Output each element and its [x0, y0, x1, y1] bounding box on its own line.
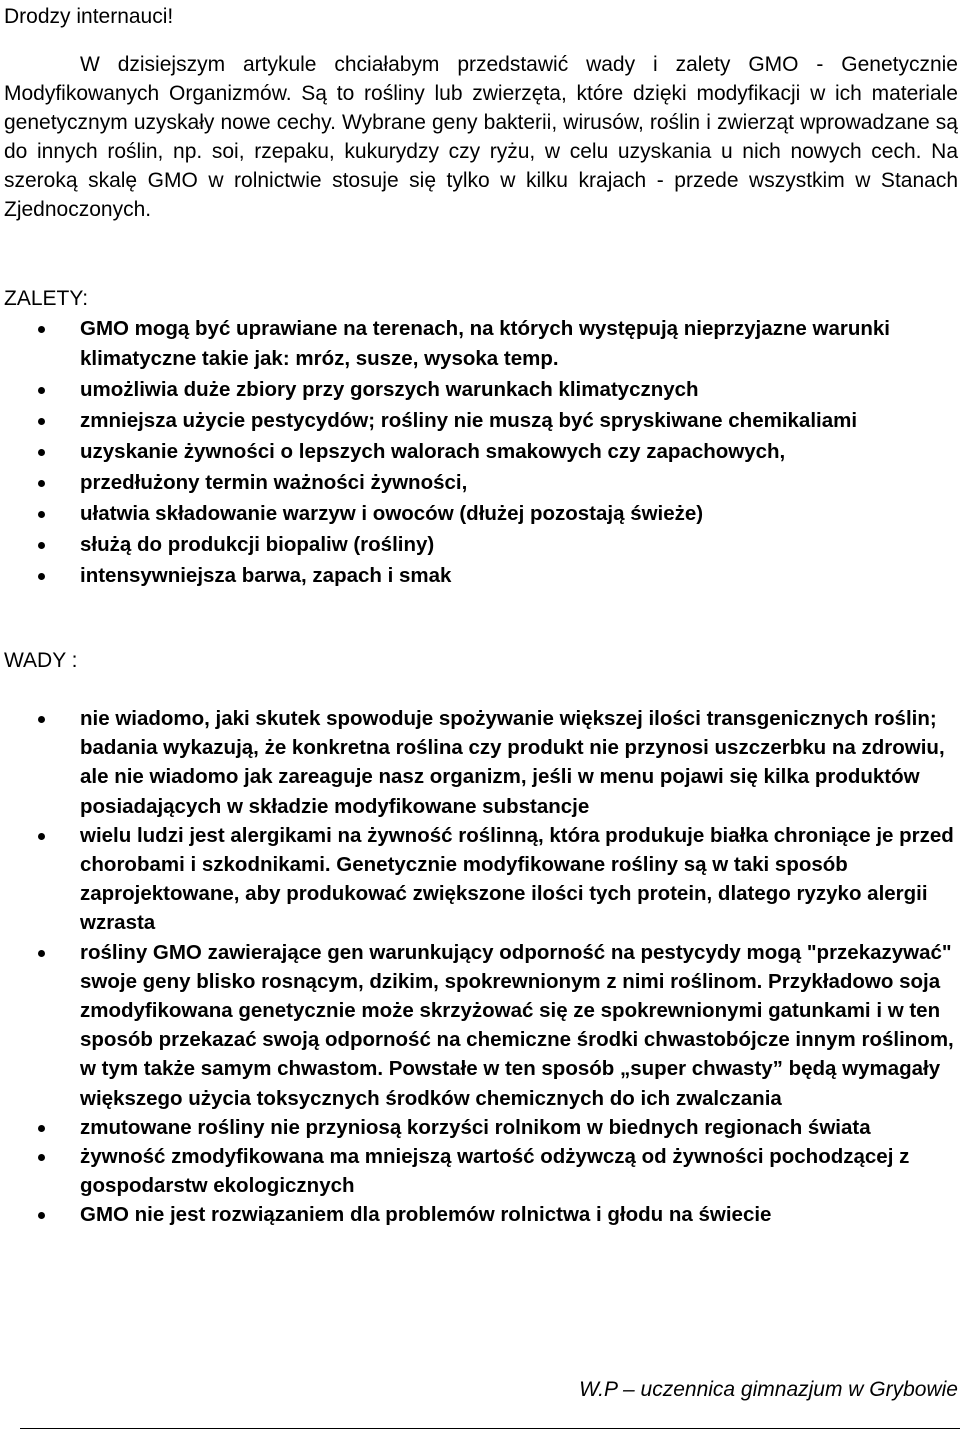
list-item: zmniejsza użycie pestycydów; rośliny nie muszą być spryskiwane chemikaliami: [0, 406, 958, 436]
list-item: służą do produkcji biopaliw (rośliny): [0, 530, 958, 560]
list-item: GMO mogą być uprawiane na terenach, na których występują nieprzyjazne warunki klimatyczne takie jak: mróz, susze, wysoka temp.: [0, 314, 958, 374]
bullet-icon: [38, 716, 45, 723]
pros-list: [0, 314, 958, 592]
cons-list: [0, 704, 958, 1230]
list-item: intensywniejsza barwa, zapach i smak: [0, 561, 958, 591]
list-item: zmutowane rośliny nie przyniosą korzyści rolnikom w biednych regionach świata: [0, 1113, 958, 1142]
list-item: umożliwia duże zbiory przy gorszych warunkach klimatycznych: [0, 375, 958, 405]
bullet-icon: [38, 1125, 45, 1132]
bullet-icon: [38, 573, 45, 580]
cons-heading: WADY :: [4, 649, 78, 672]
list-item: wielu ludzi jest alergikami na żywność roślinną, która produkuje białka chroniące je przed chorobami i szkodnikami. Genetycznie modyfikowane rośliny są w taki sposób zaprojektowane, aby produkować zwiększone ilości tych protein, dlatego ryzyko alergii wzrasta: [0, 821, 958, 938]
bullet-icon: [38, 1212, 45, 1219]
list-item: uzyskanie żywności o lepszych walorach smakowych czy zapachowych,: [0, 437, 958, 467]
bullet-icon: [38, 1154, 45, 1161]
bullet-icon: [38, 418, 45, 425]
list-item: przedłużony termin ważności żywności,: [0, 468, 958, 498]
bullet-icon: [38, 542, 45, 549]
list-item: GMO nie jest rozwiązaniem dla problemów rolnictwa i głodu na świecie: [0, 1200, 958, 1229]
bullet-icon: [38, 833, 45, 840]
list-item: nie wiadomo, jaki skutek spowoduje spożywanie większej ilości transgenicznych roślin; badania wykazują, że konkretna roślina czy produkt nie przynosi uszczerbku na zdrowiu, ale nie wiadomo jak zareaguje nasz organizm, jeśli w menu pojawi się kilka produktów posiadających w składzie modyfikowane substancje: [0, 704, 958, 821]
pros-heading: ZALETY:: [4, 287, 89, 310]
bullet-icon: [38, 480, 45, 487]
greeting: Drodzy internauci!: [4, 5, 174, 28]
bullet-icon: [38, 449, 45, 456]
list-item: rośliny GMO zawierające gen warunkujący odporność na pestycydy mogą "przekazywać" swoje geny blisko rosnącym, dzikim, spokrewnionym z nimi roślinom. Przykładowo soja zmodyfikowana genetycznie może skrzyżować się ze spokrewnionymi gatunkami i w ten sposób przekazać swoją odporność na chemiczne środki chwastobójcze innym roślinom, w tym także samym chwastom. Powstałe w ten sposób „super chwasty” będą wymagały większego użycia toksycznych środków chemicznych do ich zwalczania: [0, 938, 958, 1113]
list-item: żywność zmodyfikowana ma mniejszą wartość odżywczą od żywności pochodzącej z gospodarstw ekologicznych: [0, 1142, 958, 1200]
bullet-icon: [38, 387, 45, 394]
author-signature: W.P – uczennica gimnazjum w Grybowie: [579, 1378, 958, 1401]
bullet-icon: [38, 950, 45, 957]
intro-paragraph: W dzisiejszym artykule chciałabym przedstawić wady i zalety GMO - Genetycznie Modyfikowanych Organizmów. Są to rośliny lub zwierzęta, które dzięki modyfikacji w ich materiale genetycznym uzyskały nowe cechy. Wybrane geny bakterii, wirusów, roślin i zwierząt wprowadzane są do innych roślin, np. soi, rzepaku, kukurydzy czy ryżu, w celu uzyskania u nich nowych cech. Na szeroką skalę GMO w rolnictwie stosuje się tylko w kilku krajach - przede wszystkim w Stanach Zjednoczonych.: [4, 53, 958, 221]
bullet-icon: [38, 326, 45, 333]
footer-divider: [20, 1428, 960, 1429]
bullet-icon: [38, 511, 45, 518]
list-item: ułatwia składowanie warzyw i owoców (dłużej pozostają świeże): [0, 499, 958, 529]
